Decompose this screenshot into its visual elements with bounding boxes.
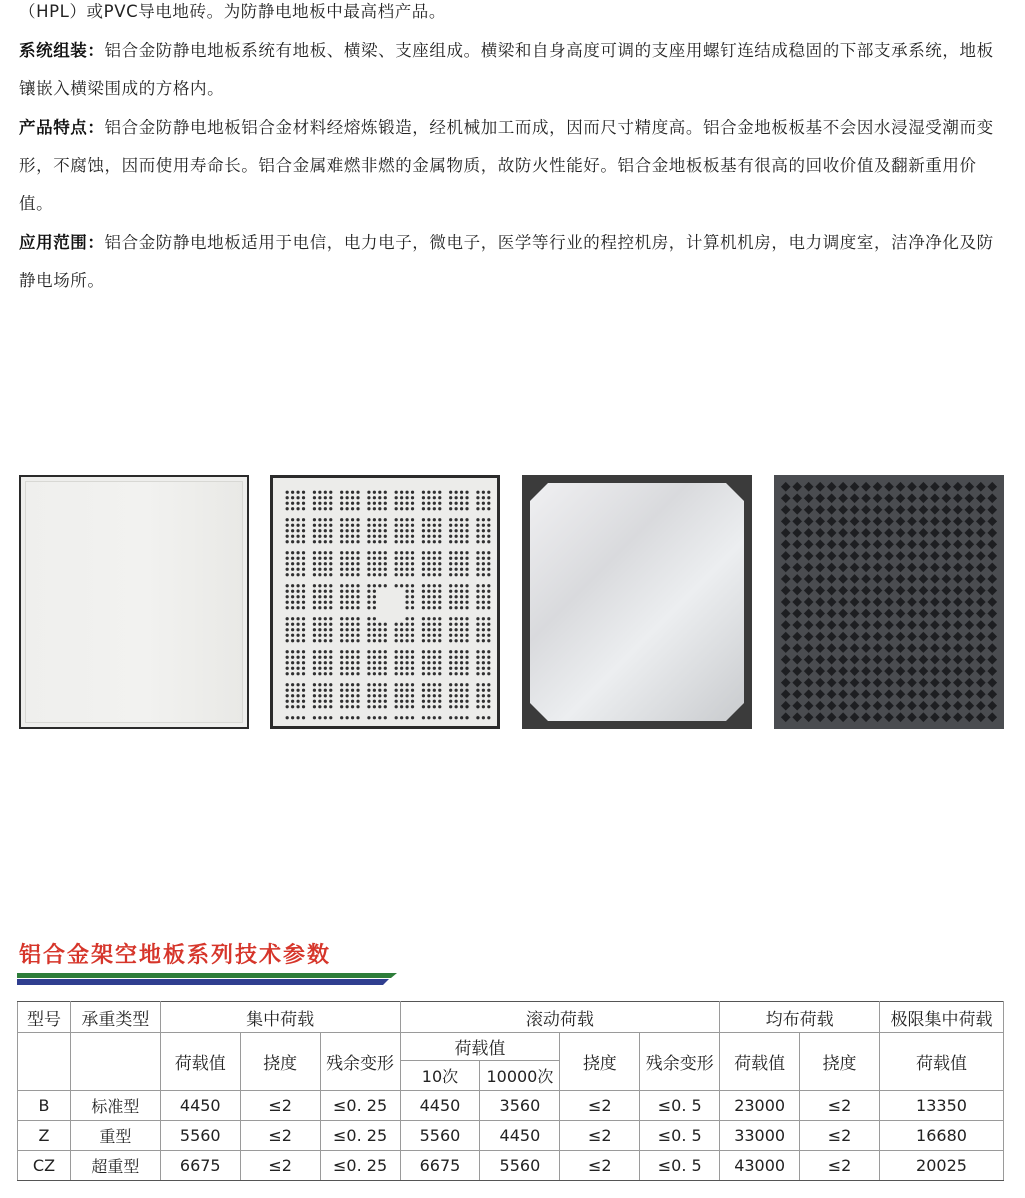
- cell-r10: 4450: [400, 1091, 480, 1121]
- table-row: [18, 1091, 1004, 1121]
- cell-model: B: [18, 1091, 71, 1121]
- cell-r10: 6675: [400, 1151, 480, 1181]
- application-paragraph: [19, 224, 1009, 300]
- cell-r-res: ≤0. 5: [640, 1121, 720, 1151]
- cell-u-load: 43000: [720, 1151, 800, 1181]
- header-ultimate-load: 极限集中荷载: [880, 1002, 1004, 1033]
- cell-r10000: 3560: [480, 1091, 560, 1121]
- features-paragraph: [19, 109, 1009, 223]
- cell-type: 重型: [70, 1121, 160, 1151]
- cell-r10: 5560: [400, 1121, 480, 1151]
- cell-r-defl: ≤2: [560, 1121, 640, 1151]
- header-ultimate-load-value: 荷载值: [880, 1033, 1004, 1091]
- header-10-times: 10次: [400, 1061, 480, 1091]
- cell-r-res: ≤0. 5: [640, 1151, 720, 1181]
- cell-c-defl: ≤2: [240, 1151, 320, 1181]
- header-blank: [18, 1033, 71, 1091]
- table-row: [18, 1151, 1004, 1181]
- perforated-floor-panel-image: [270, 475, 500, 729]
- cell-model: Z: [18, 1121, 71, 1151]
- cell-ult: 13350: [880, 1091, 1004, 1121]
- header-uniform-load: 均布荷载: [720, 1002, 880, 1033]
- cell-c-load: 6675: [160, 1151, 240, 1181]
- cell-c-res: ≤0. 25: [320, 1121, 400, 1151]
- application-label: 应用范围：: [19, 233, 105, 252]
- application-text: 铝合金防静电地板适用于电信，电力电子，微电子，医学等行业的程控机房，计算机机房，电力调度室，洁净净化及防静电场所。: [19, 233, 994, 290]
- header-blank: [70, 1033, 160, 1091]
- cell-ult: 20025: [880, 1151, 1004, 1181]
- header-rolling-residual: 残余变形: [640, 1033, 720, 1091]
- header-model: 型号: [18, 1002, 71, 1033]
- header-residual: 残余变形: [320, 1033, 400, 1091]
- header-concentrated-load: 集中荷载: [160, 1002, 400, 1033]
- cell-c-defl: ≤2: [240, 1121, 320, 1151]
- intro-line: （HPL）或PVC导电地砖。为防静电地板中最高档产品。: [19, 2, 447, 21]
- header-bearing-type: 承重类型: [70, 1002, 160, 1033]
- lattice-pattern: [780, 481, 998, 723]
- assembly-text: 铝合金防静电地板系统有地板、横梁、支座组成。横梁和自身高度可调的支座用螺钉连结成稳固的下部支承系统，地板镶嵌入横梁围成的方格内。: [19, 41, 994, 98]
- header-deflection: 挠度: [240, 1033, 320, 1091]
- cell-c-res: ≤0. 25: [320, 1151, 400, 1181]
- header-10000-times: 10000次: [480, 1061, 560, 1091]
- aluminum-floor-panel-image: [522, 475, 752, 729]
- cell-r10000: 5560: [480, 1151, 560, 1181]
- cell-c-defl: ≤2: [240, 1091, 320, 1121]
- cell-u-load: 23000: [720, 1091, 800, 1121]
- table-row: [18, 1121, 1004, 1151]
- spec-table: [17, 1001, 1004, 1181]
- features-text: 铝合金防静电地板铝合金材料经熔炼锻造，经机械加工而成，因而尺寸精度高。铝合金地板板基不会因水浸湿受潮而变形，不腐蚀，因而使用寿命长。铝合金属难燃非燃的金属物质，故防火性能好。铝合金地板板基有很高的回收价值及翻新重用价值。: [19, 118, 994, 213]
- section-title: 铝合金架空地板系列技术参数: [19, 943, 332, 968]
- header-uniform-deflection: 挠度: [800, 1033, 880, 1091]
- header-rolling-load: 滚动荷载: [400, 1002, 720, 1033]
- header-uniform-load-value: 荷载值: [720, 1033, 800, 1091]
- cell-u-defl: ≤2: [800, 1091, 880, 1121]
- header-rolling-load-value: 荷载值: [400, 1033, 560, 1061]
- cell-r10000: 4450: [480, 1121, 560, 1151]
- cell-u-defl: ≤2: [800, 1151, 880, 1181]
- title-underline: [17, 973, 397, 985]
- cell-c-res: ≤0. 25: [320, 1091, 400, 1121]
- cell-type: 标准型: [70, 1091, 160, 1121]
- perforation-pattern: [279, 484, 497, 726]
- assembly-label: 系统组装：: [19, 41, 105, 60]
- cell-r-defl: ≤2: [560, 1151, 640, 1181]
- cell-u-load: 33000: [720, 1121, 800, 1151]
- cell-r-res: ≤0. 5: [640, 1091, 720, 1121]
- cell-ult: 16680: [880, 1121, 1004, 1151]
- cell-u-defl: ≤2: [800, 1121, 880, 1151]
- plain-floor-panel-image: [19, 475, 249, 729]
- features-label: 产品特点：: [19, 118, 105, 137]
- cell-c-load: 4450: [160, 1091, 240, 1121]
- assembly-paragraph: [19, 32, 1009, 108]
- cell-model: CZ: [18, 1151, 71, 1181]
- header-rolling-deflection: 挠度: [560, 1033, 640, 1091]
- cell-r-defl: ≤2: [560, 1091, 640, 1121]
- header-load-value: 荷载值: [160, 1033, 240, 1091]
- cell-type: 超重型: [70, 1151, 160, 1181]
- cell-c-load: 5560: [160, 1121, 240, 1151]
- grid-floor-panel-image: [774, 475, 1004, 729]
